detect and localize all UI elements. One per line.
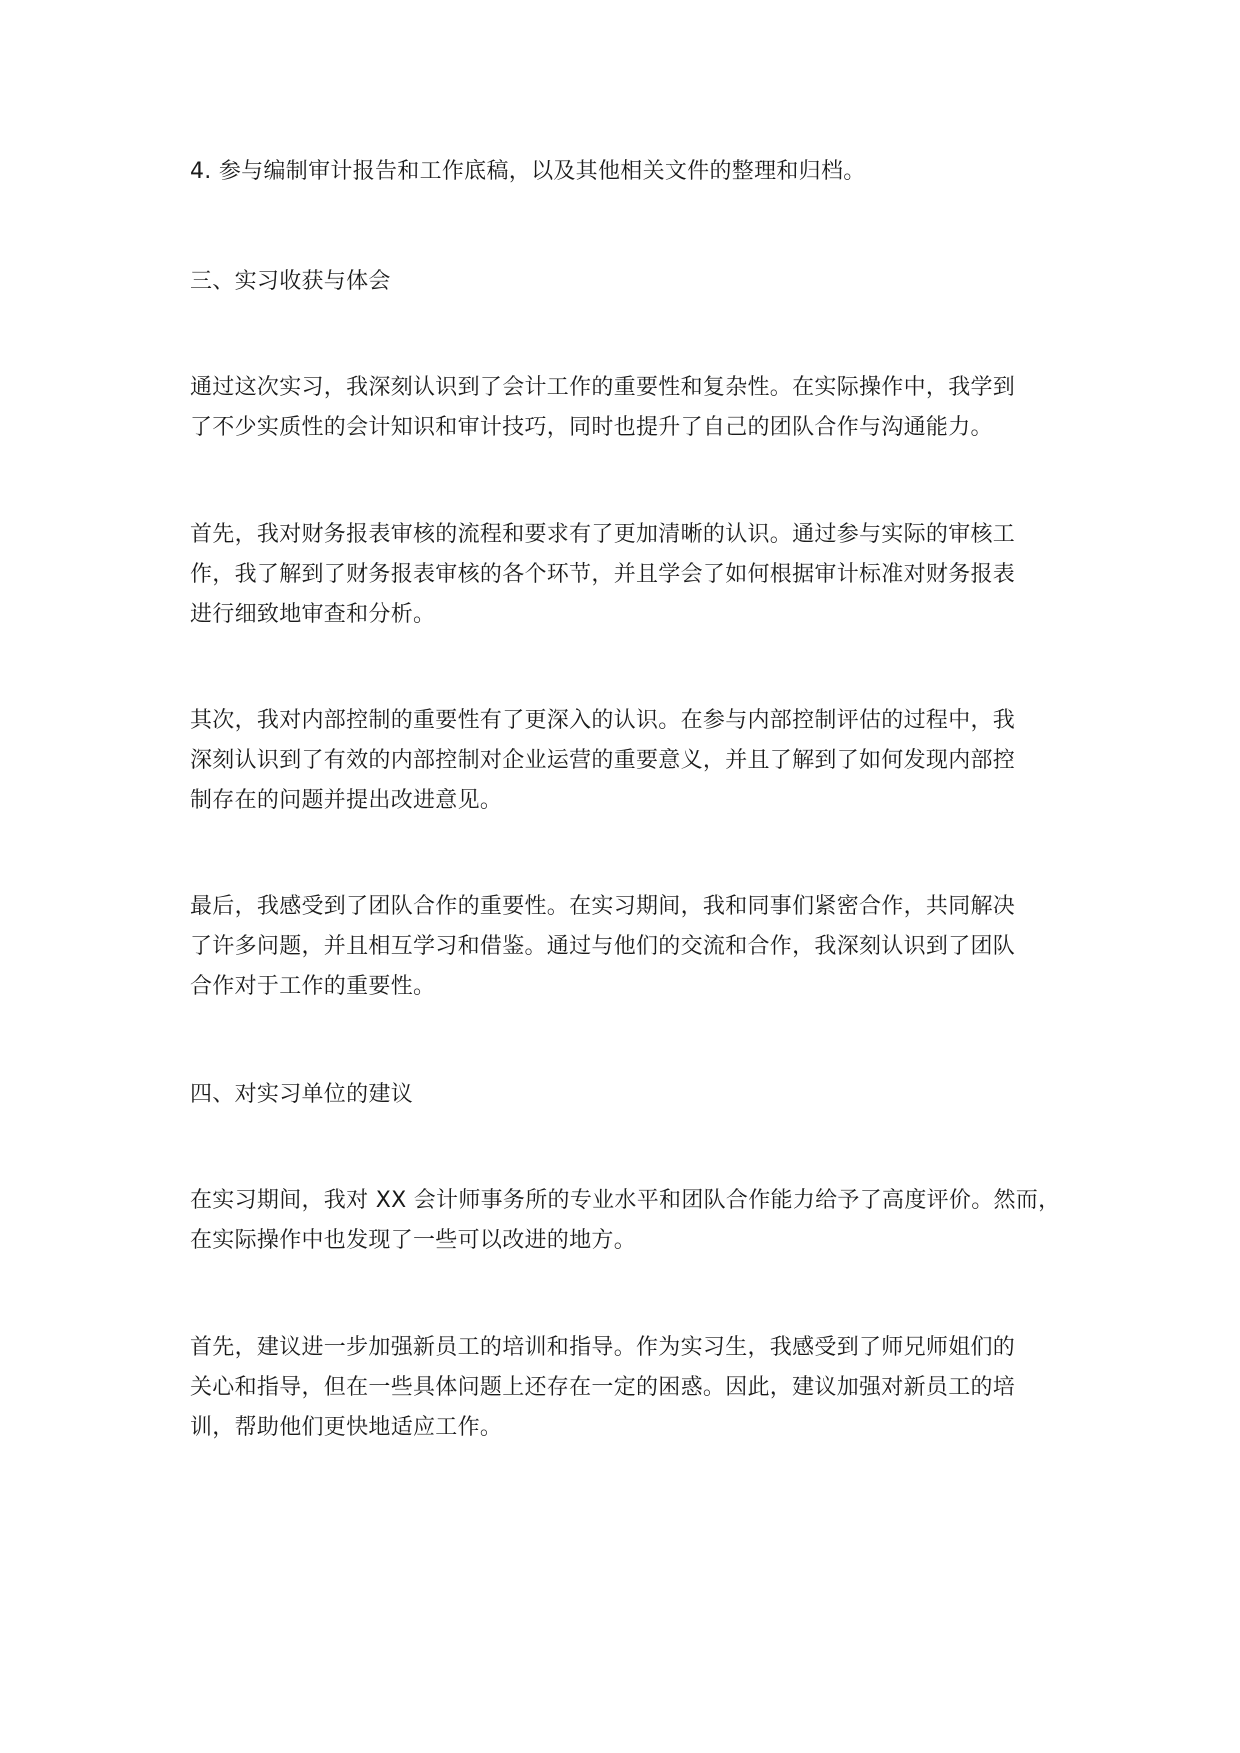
paragraph-line: 了不少实质性的会计知识和审计技巧，同时也提升了自己的团队合作与沟通能力。 [190, 415, 993, 440]
paragraph-line: 关心和指导，但在一些具体问题上还存在一定的困惑。因此，建议加强对新员工的培 [190, 1375, 1016, 1400]
paragraph-line: 合作对于工作的重要性。 [190, 974, 436, 999]
paragraph-line: 最后，我感受到了团队合作的重要性。在实习期间，我和同事们紧密合作，共同解决 [190, 894, 1016, 919]
paragraph-line: 首先，建议进一步加强新员工的培训和指导。作为实习生，我感受到了师兄师姐们的 [190, 1335, 1016, 1360]
paragraph-line: 作，我了解到了财务报表审核的各个环节，并且学会了如何根据审计标准对财务报表 [190, 562, 1016, 587]
section-4-heading-text: 四、对实习单位的建议 [190, 1082, 414, 1107]
paragraph-line: 进行细致地审查和分析。 [190, 602, 436, 627]
section-4-heading [190, 1075, 1080, 1115]
paragraph-line: 通过这次实习，我深刻认识到了会计工作的重要性和复杂性。在实际操作中，我学到 [190, 375, 1016, 400]
paragraph-line: 训，帮助他们更快地适应工作。 [190, 1415, 503, 1440]
paragraph-3 [190, 701, 1080, 821]
section-3-heading-text: 三、实习收获与体会 [190, 269, 391, 294]
paragraph-line: 了许多问题，并且相互学习和借鉴。通过与他们的交流和合作，我深刻认识到了团队 [190, 934, 1016, 959]
paragraph-4 [190, 887, 1080, 1007]
paragraph-6 [190, 1328, 1080, 1448]
list-item-4 [190, 152, 1080, 192]
paragraph-1 [190, 368, 1080, 448]
paragraph-5 [190, 1181, 1080, 1261]
paragraph-line: 首先，我对财务报表审核的流程和要求有了更加清晰的认识。通过参与实际的审核工 [190, 522, 1016, 547]
paragraph-line: 在实习期间，我对 XX 会计师事务所的专业水平和团队合作能力给予了高度评价。然而， [190, 1188, 1061, 1213]
paragraph-2 [190, 515, 1080, 635]
section-3-heading [190, 262, 1080, 302]
paragraph-line: 制存在的问题并提出改进意见。 [190, 788, 503, 813]
paragraph-line: 在实际操作中也发现了一些可以改进的地方。 [190, 1228, 637, 1253]
list-item-4-text: 4. 参与编制审计报告和工作底稿，以及其他相关文件的整理和归档。 [190, 159, 866, 184]
paragraph-line: 其次，我对内部控制的重要性有了更深入的认识。在参与内部控制评估的过程中，我 [190, 708, 1016, 733]
paragraph-line: 深刻认识到了有效的内部控制对企业运营的重要意义，并且了解到了如何发现内部控 [190, 748, 1016, 773]
